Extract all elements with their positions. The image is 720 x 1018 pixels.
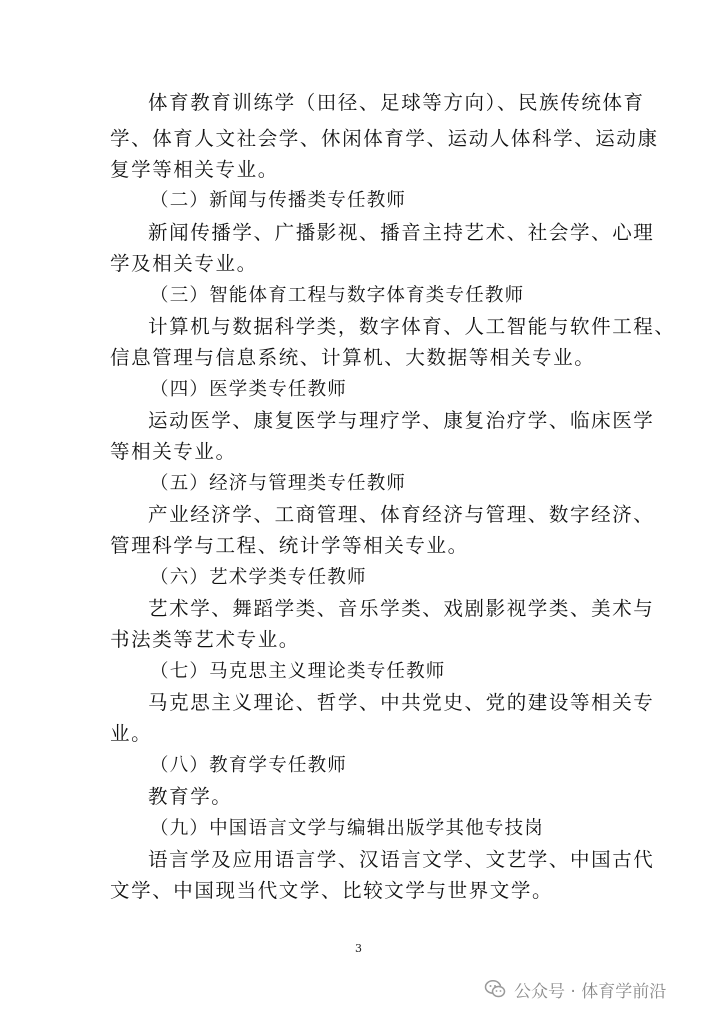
body-text-line: 学、体育人文社会学、休闲体育学、运动人体科学、运动康 <box>110 127 659 150</box>
body-text-line: 新闻传播学、广播影视、播音主持艺术、社会学、心理 <box>148 221 655 244</box>
body-text-line: 管理科学与工程、统计学等相关专业。 <box>110 534 469 557</box>
body-text-line: 业。 <box>110 722 153 745</box>
body-text-line: 体育教育训练学（田径、足球等方向）、民族传统体育 <box>148 91 645 114</box>
section-heading: （八）教育学专任教师 <box>150 755 348 776</box>
body-text-line: 运动医学、康复医学与理疗学、康复治疗学、临床医学 <box>148 409 655 432</box>
section-heading: （二）新闻与传播类专任教师 <box>150 190 407 211</box>
body-text-line: 信息管理与信息系统、计算机、大数据等相关专业。 <box>110 346 596 369</box>
body-text-line: 文学、中国现当代文学、比较文学与世界文学。 <box>110 879 554 902</box>
body-text-line: 产业经济学、工商管理、体育经济与管理、数字经济、 <box>148 503 655 526</box>
section-heading: （六）艺术学类专任教师 <box>150 567 367 588</box>
body-text-line: 书法类等艺术专业。 <box>110 628 300 651</box>
body-text-line: 复学等相关专业。 <box>110 158 279 181</box>
wechat-icon <box>484 978 506 1000</box>
section-heading: （九）中国语言文学与编辑出版学其他专技岗 <box>150 818 545 839</box>
section-heading: （四）医学类专任教师 <box>150 379 348 400</box>
body-text-line: 语言学及应用语言学、汉语言文学、文艺学、中国古代 <box>148 848 655 871</box>
body-text-line: 等相关专业。 <box>110 440 237 463</box>
body-text-line: 艺术学、舞蹈学类、音乐学类、戏剧影视学类、美术与 <box>148 597 655 620</box>
section-heading: （三）智能体育工程与数字体育类专任教师 <box>150 285 525 306</box>
body-text-line: 学及相关专业。 <box>110 252 258 275</box>
page-number: 3 <box>355 942 362 955</box>
body-text-line: 计算机与数据科学类，数字体育、人工智能与软件工程、 <box>148 315 676 338</box>
section-heading: （七）马克思主义理论类专任教师 <box>150 661 446 682</box>
body-text-line: 马克思主义理论、哲学、中共党史、党的建设等相关专 <box>148 691 655 714</box>
section-heading: （五）经济与管理类专任教师 <box>150 473 407 494</box>
watermark-text: 公众号 · 体育学前沿 <box>514 981 667 1002</box>
body-text-line: 教育学。 <box>148 785 233 808</box>
watermark <box>484 974 666 1004</box>
